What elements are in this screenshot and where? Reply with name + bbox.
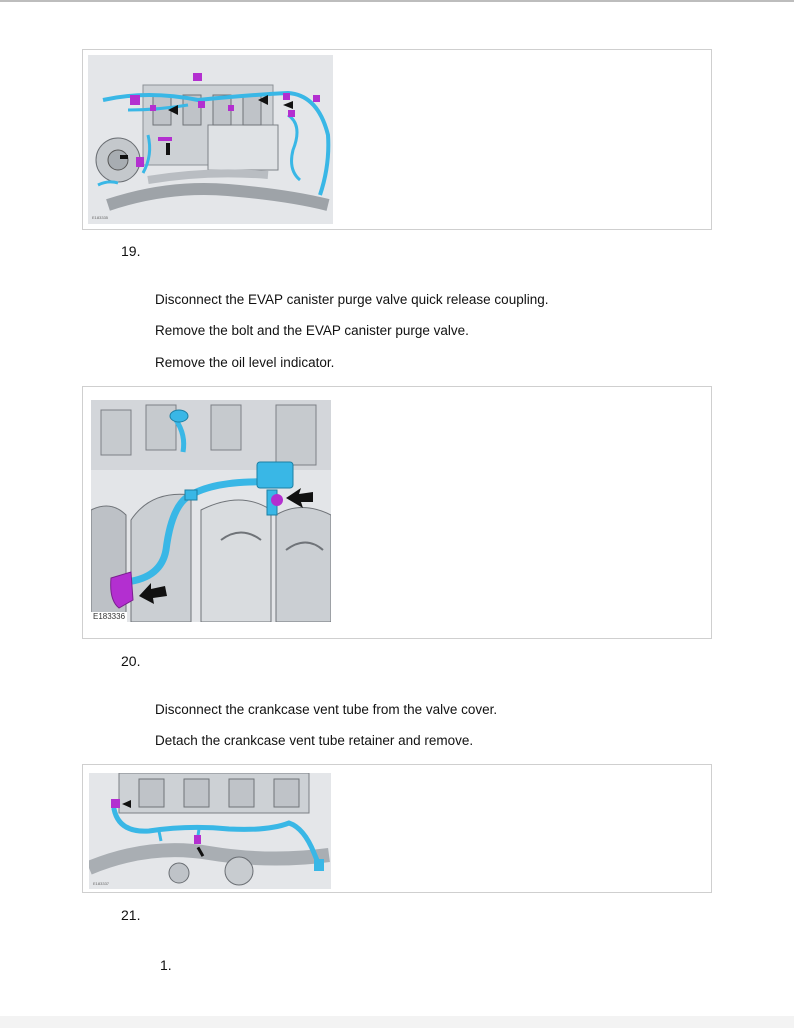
step-number: 20. <box>121 653 141 669</box>
step-number: 19. <box>121 243 141 259</box>
page-top-rule <box>0 0 794 2</box>
figure-3-id: E183337 <box>93 881 110 886</box>
figure-1-id: E183335 <box>92 215 109 220</box>
instruction-line: Disconnect the EVAP canister purge valve quick release coupling. <box>155 292 549 307</box>
page-bottom-band <box>0 1016 794 1028</box>
figure-frame-1 <box>82 49 712 230</box>
instruction-line: Remove the oil level indicator. <box>155 355 335 370</box>
crankcase-vent-tube-illustration <box>89 773 331 889</box>
evap-purge-valve-illustration <box>91 400 331 622</box>
instruction-line: Remove the bolt and the EVAP canister purge valve. <box>155 323 469 338</box>
step-number: 21. <box>121 907 141 923</box>
figure-2-id: E183336 <box>93 612 126 621</box>
figure-frame-3 <box>82 764 712 893</box>
figure-frame-2 <box>82 386 712 639</box>
instruction-line: Detach the crankcase vent tube retainer and remove. <box>155 733 474 748</box>
engine-harness-illustration <box>88 55 333 224</box>
substep-number: 1. <box>160 957 172 973</box>
instruction-line: Disconnect the crankcase vent tube from the valve cover. <box>155 702 498 717</box>
